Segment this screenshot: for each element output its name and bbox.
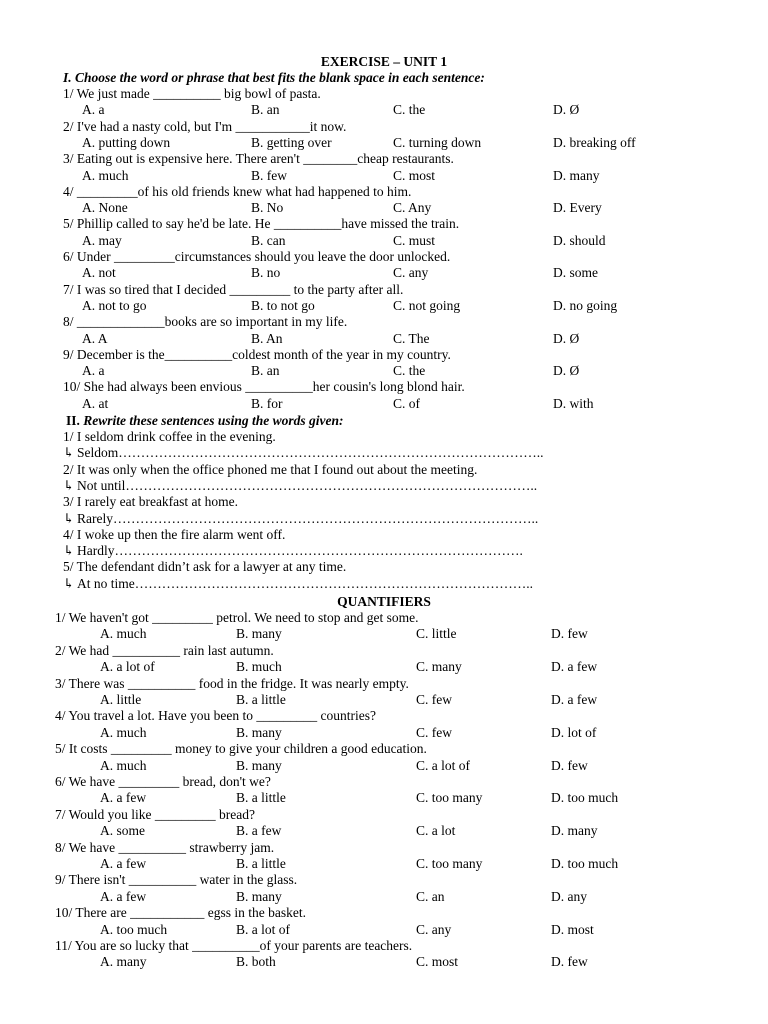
question-text: 4/ You travel a lot. Have you been to _________ countries?	[55, 708, 376, 724]
answer-option-d: D. Every	[553, 200, 602, 216]
question-text: 9/ There isn't __________ water in the glass.	[55, 872, 298, 888]
rewrite-sentence: 5/ The defendant didn’t ask for a lawyer at any time.	[63, 559, 347, 575]
answer-option-a: A. much	[100, 757, 147, 773]
answer-option-c: C. little	[416, 626, 457, 642]
rewrite-prompt: At no time……………………………………………………………………………..	[77, 575, 533, 591]
section2-heading-text: Rewrite these sentences using the words given:	[83, 413, 344, 428]
answer-option-b: B. no	[251, 265, 281, 281]
answer-option-d: D. many	[553, 167, 600, 183]
answer-option-b: B. an	[251, 363, 280, 379]
answer-option-b: B. getting over	[251, 134, 332, 150]
answer-option-a: A. a	[82, 363, 105, 379]
answer-option-d: D. no going	[553, 297, 618, 313]
answer-option-c: C. any	[416, 921, 452, 937]
arrow-icon: ↳	[63, 510, 75, 526]
answer-option-a: A. little	[100, 691, 142, 707]
answer-option-a: A. a few	[100, 888, 147, 904]
answer-option-b: B. an	[251, 102, 280, 118]
answer-option-a: A. much	[100, 626, 147, 642]
answer-option-a: A. may	[82, 232, 122, 248]
rewrite-prompt: Rarely…………………………………………………………………………………..	[77, 510, 539, 526]
question-text: 9/ December is the__________coldest month of the year in my country.	[63, 346, 451, 362]
rewrite-sentence: 4/ I woke up then the fire alarm went off.	[63, 526, 286, 542]
question-text: 3/ Eating out is expensive here. There aren't ________cheap restaurants.	[63, 151, 454, 167]
arrow-icon: ↳	[63, 575, 75, 591]
answer-option-c: C. of	[393, 395, 420, 411]
answer-option-c: C. a lot of	[416, 757, 470, 773]
question-text: 2/ I've had a nasty cold, but I'm ___________it now.	[63, 118, 347, 134]
answer-option-d: D. with	[553, 395, 594, 411]
answer-option-d: D. a few	[551, 691, 598, 707]
answer-option-c: C. too many	[416, 855, 483, 871]
page-title: EXERCISE – UNIT 1	[320, 54, 448, 69]
answer-option-c: C. too many	[416, 790, 483, 806]
answer-option-d: D. few	[551, 757, 588, 773]
answer-option-c: C. turning down	[393, 134, 482, 150]
answer-option-d: D. few	[551, 626, 588, 642]
answer-option-b: B. a few	[236, 823, 282, 839]
question-text: 5/ Phillip called to say he'd be late. He __________have missed the train.	[63, 216, 460, 232]
answer-option-d: D. few	[551, 954, 588, 970]
answer-option-a: A. a	[82, 102, 105, 118]
answer-option-d: D. most	[551, 921, 594, 937]
answer-option-b: B. many	[236, 626, 282, 642]
rewrite-answer-line	[63, 511, 538, 527]
answer-option-b: B. many	[236, 757, 282, 773]
rewrite-sentence: 2/ It was only when the office phoned me that I found out about the meeting.	[63, 461, 478, 477]
question-text: 7/ I was so tired that I decided _________ to the party after all.	[63, 281, 404, 297]
answer-option-a: A. a lot of	[100, 659, 155, 675]
answer-option-a: A. much	[100, 724, 147, 740]
answer-option-d: D. any	[551, 888, 587, 904]
answer-option-b: B. to not go	[251, 297, 315, 313]
answer-option-a: A. at	[82, 395, 109, 411]
answer-option-a: A. much	[82, 167, 129, 183]
question-text: 6/ We have _________ bread, don't we?	[55, 774, 271, 789]
rewrite-answer-line	[63, 543, 523, 559]
answer-option-d: D. Ø	[553, 102, 580, 118]
question-text: 10/ There are ___________ egss in the basket.	[55, 905, 306, 921]
question-text: 2/ We had __________ rain last autumn.	[55, 642, 274, 658]
answer-option-c: C. many	[416, 659, 462, 675]
answer-option-d: D. should	[553, 232, 606, 248]
answer-option-c: C. The	[393, 330, 430, 346]
answer-option-d: D. too much	[551, 790, 619, 806]
answer-option-a: A. a few	[100, 790, 147, 806]
rewrite-prompt: Seldom…………………………………………………………………………………..	[77, 445, 544, 461]
answer-option-a: A. A	[82, 330, 108, 346]
arrow-icon: ↳	[63, 477, 75, 493]
quantifiers-heading: QUANTIFIERS	[337, 594, 431, 609]
arrow-icon: ↳	[63, 543, 75, 559]
question-text: 1/ We haven't got _________ petrol. We need to stop and get some.	[55, 610, 419, 625]
answer-option-c: C. an	[416, 888, 445, 904]
answer-option-d: D. Ø	[553, 363, 580, 379]
answer-option-c: C. Any	[393, 200, 432, 216]
answer-option-b: B. can	[251, 232, 286, 248]
rewrite-sentence: 3/ I rarely eat breakfast at home.	[63, 494, 239, 510]
answer-option-d: D. breaking off	[553, 134, 636, 150]
answer-option-b: B. a little	[236, 855, 286, 871]
section2-heading	[66, 413, 344, 429]
answer-option-d: D. lot of	[551, 724, 597, 740]
answer-option-c: C. the	[393, 102, 426, 118]
answer-option-a: A. a few	[100, 855, 147, 871]
rewrite-sentence: 1/ I seldom drink coffee in the evening.	[63, 429, 276, 444]
rewrite-answer-line	[63, 445, 544, 461]
answer-option-b: B. many	[236, 724, 282, 740]
section2-heading-number: II.	[66, 413, 80, 428]
question-text: 7/ Would you like _________ bread?	[55, 806, 256, 822]
answer-option-c: C. few	[416, 691, 452, 707]
question-text: 3/ There was __________ food in the fridge. It was nearly empty.	[55, 675, 409, 691]
rewrite-answer-line	[63, 576, 533, 592]
answer-option-a: A. too much	[100, 921, 168, 937]
question-text: 1/ We just made __________ big bowl of pasta.	[63, 86, 321, 101]
answer-option-d: D. some	[553, 265, 598, 281]
answer-option-c: C. most	[393, 167, 436, 183]
answer-option-b: B. a little	[236, 691, 286, 707]
answer-option-c: C. the	[393, 363, 426, 379]
answer-option-c: C. few	[416, 724, 452, 740]
answer-option-b: B. a lot of	[236, 921, 290, 937]
arrow-icon: ↳	[63, 445, 75, 461]
answer-option-d: D. Ø	[553, 330, 580, 346]
answer-option-b: B. few	[251, 167, 287, 183]
answer-option-c: C. not going	[393, 297, 461, 313]
answer-option-b: B. No	[251, 200, 284, 216]
answer-option-a: A. many	[100, 954, 147, 970]
answer-option-a: A. not	[82, 265, 116, 281]
question-text: 10/ She had always been envious __________her cousin's long blond hair.	[63, 379, 465, 395]
question-text: 6/ Under _________circumstances should you leave the door unlocked.	[63, 249, 451, 264]
answer-option-c: C. most	[416, 954, 459, 970]
answer-option-b: B. many	[236, 888, 282, 904]
rewrite-prompt: Hardly……………………………………………………………………………….	[77, 543, 523, 559]
question-text: 8/ We have __________ strawberry jam.	[55, 839, 275, 855]
rewrite-answer-line	[63, 478, 537, 494]
answer-option-d: D. too much	[551, 855, 619, 871]
answer-option-d: D. a few	[551, 659, 598, 675]
answer-option-a: A. some	[100, 823, 145, 839]
answer-option-a: A. None	[82, 200, 128, 216]
answer-option-b: B. much	[236, 659, 282, 675]
answer-option-d: D. many	[551, 823, 598, 839]
answer-option-a: A. putting down	[82, 134, 171, 150]
answer-option-c: C. any	[393, 265, 429, 281]
question-text: 8/ _____________books are so important in my life.	[63, 314, 348, 330]
section1-heading: I. Choose the word or phrase that best fits the blank space in each sentence:	[63, 70, 485, 85]
answer-option-b: B. a little	[236, 790, 286, 806]
answer-option-c: C. must	[393, 232, 436, 248]
answer-option-b: B. An	[251, 330, 283, 346]
question-text: 5/ It costs _________ money to give your children a good education.	[55, 741, 427, 757]
rewrite-prompt: Not until………………………………………………………………………………..	[77, 477, 538, 493]
answer-option-c: C. a lot	[416, 823, 456, 839]
answer-option-a: A. not to go	[82, 297, 147, 313]
question-text: 11/ You are so lucky that __________of your parents are teachers.	[55, 938, 413, 953]
answer-option-b: B. both	[236, 954, 276, 970]
answer-option-b: B. for	[251, 395, 283, 411]
question-text: 4/ _________of his old friends knew what had happened to him.	[63, 183, 412, 199]
